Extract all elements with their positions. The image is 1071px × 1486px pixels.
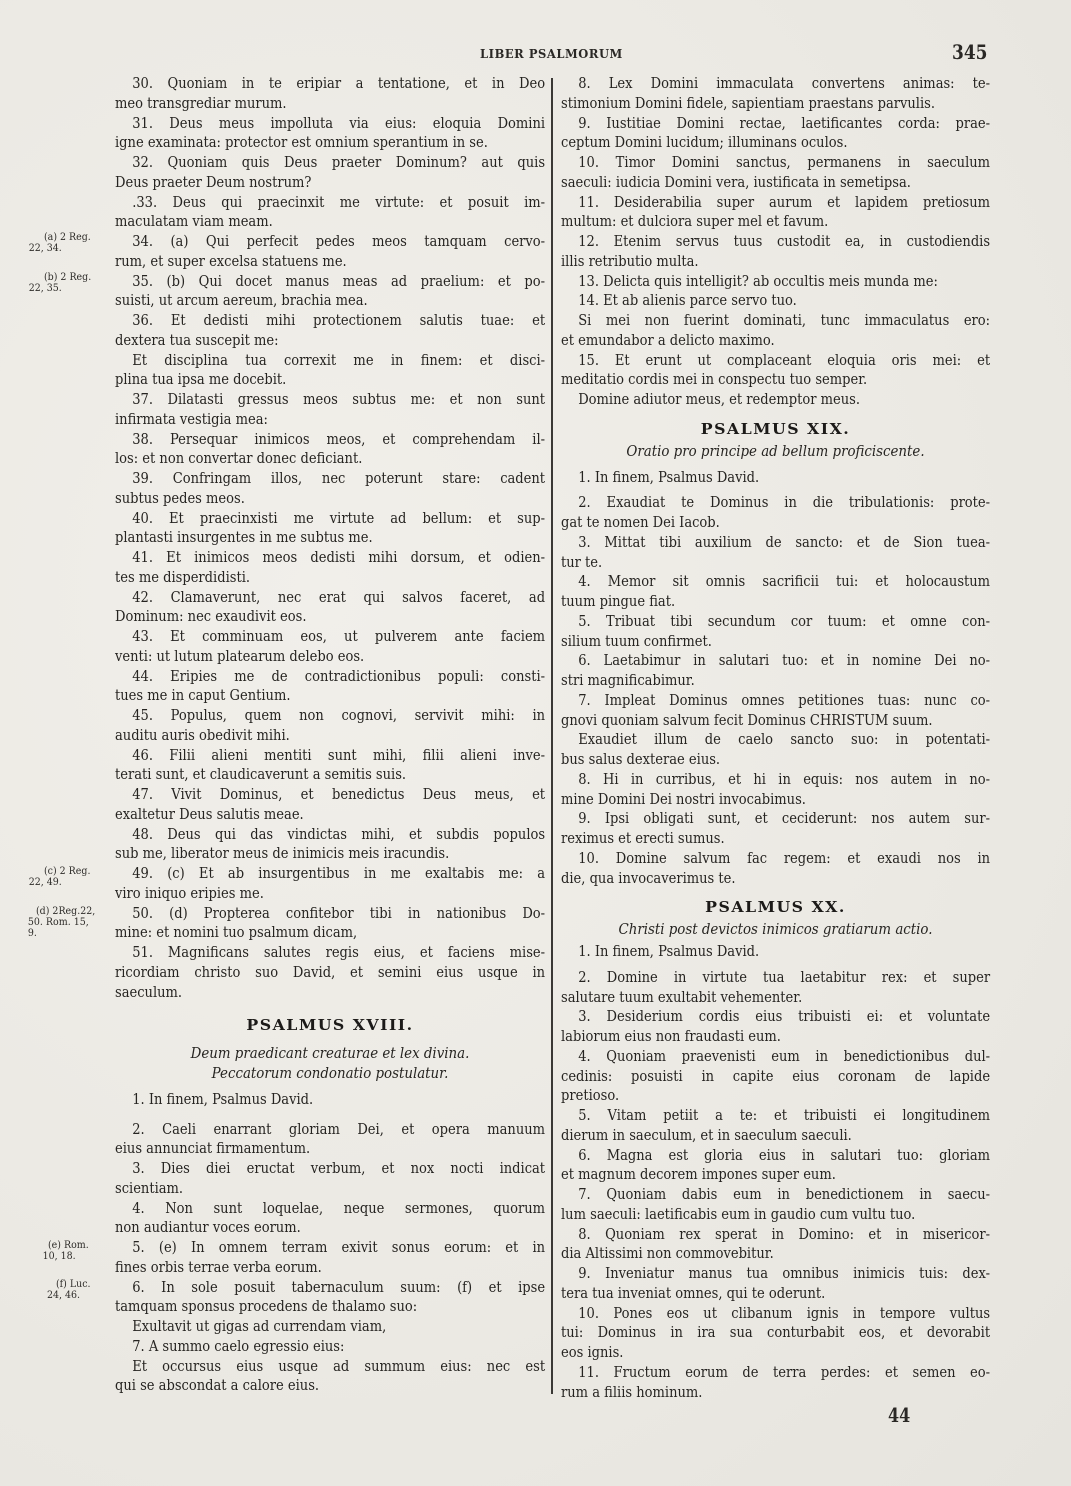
text-line: multum: et dulciora super mel et favum. (561, 212, 829, 231)
margin-note-c (28, 865, 91, 888)
right-verses-psalm-20 (561, 968, 990, 1403)
text-line: gnovi quoniam salvum fecit Dominus CHRISTUM suum. (561, 710, 933, 729)
text-line: 5. Vitam petiit a te: et tribuisti ei longitudinem (578, 1106, 991, 1124)
text-line: silium tuum confirmet. (561, 631, 712, 650)
text-line: plantasti insurgentes in me subtus me. (115, 528, 373, 547)
text-line: eius annunciat firmamentum. (115, 1139, 311, 1158)
right-column (561, 74, 990, 1402)
text-line: tur te. (561, 552, 603, 571)
margin-note-line: (b) 2 Reg. (44, 271, 92, 283)
psalm-20-title: PSALMUS XX. (705, 898, 846, 917)
text-line: 14. Et ab alienis parce servo tuo. (578, 291, 797, 310)
text-line: 8. Hi in curribus, et hi in equis: nos autem in no- (578, 769, 991, 788)
text-line: viro iniquo eripies me. (115, 883, 264, 902)
margin-note-line: 9. (27, 927, 37, 939)
text-line: 9. Inveniatur manus tua omnibus inimicis tuis: dex- (578, 1264, 991, 1282)
text-line: salutare tuum exultabit vehementer. (561, 987, 803, 1006)
text-line: 42. Clamaverunt, nec erat qui salvos faceret, ad (132, 587, 546, 606)
text-line: 35. (b) Qui docet manus meas ad praelium: et po- (132, 271, 546, 290)
text-line: 37. Dilatasti gressus meos subtus me: et non sunt (132, 390, 546, 408)
text-line: Deus praeter Deum nostrum? (115, 172, 312, 191)
text-line: Domine adiutor meus, et redemptor meus. (578, 390, 861, 408)
text-line: 40. Et praecinxisti me virtute ad bellum: et sup- (132, 508, 546, 527)
text-line: 36. Et dedisti mihi protectionem salutis tuae: et (132, 311, 546, 329)
text-line: et emundabor a delicto maximo. (561, 330, 775, 349)
text-line: 3. Dies diei eructat verbum, et nox nocti indicat (132, 1159, 546, 1177)
text-line: suisti, ut arcum aereum, brachia mea. (115, 291, 368, 310)
text-line: 9. Iustitiae Domini rectae, laetificantes corda: prae- (578, 113, 991, 132)
text-line: stri magnificabimur. (561, 671, 695, 689)
text-line: tui: Dominus in ira sua conturbabit eos, et devorabit (561, 1323, 991, 1342)
margin-note-line: 22, 35. (28, 282, 62, 294)
text-line: rum, et super excelsa statuens me. (115, 251, 347, 270)
text-line: Exaudiet illum de caelo sancto suo: in potentati- (578, 730, 991, 749)
signature-mark: 44 (888, 1403, 911, 1427)
margin-note-line: (c) 2 Reg. (44, 865, 91, 877)
text-line: 4. Non sunt loquelae, neque sermones, quorum (132, 1198, 546, 1217)
text-line: maculatam viam meam. (115, 212, 273, 231)
text-line: 10. Pones eos ut clibanum ignis in tempore vultus (578, 1303, 991, 1322)
text-line: 9. Ipsi obligati sunt, et ceciderunt: nos autem sur- (578, 809, 991, 828)
margin-note-line: (d) 2Reg.22, (36, 905, 96, 917)
text-line: bus salus dexterae eius. (561, 750, 721, 768)
margin-note-line: (e) Rom. (48, 1239, 89, 1251)
text-line: 11. Fructum eorum de terra perdes: et semen eo- (578, 1362, 991, 1381)
right-verses-psalm-19 (561, 493, 990, 888)
text-line: 12. Etenim servus tuus custodit ea, in custodiendis (578, 232, 991, 250)
text-line: 3. Desiderium cordis eius tribuisti ei: et voluntate (578, 1007, 991, 1026)
margin-note-d (27, 905, 96, 939)
text-line: cedinis: posuisti in capite eius coronam de lapide (561, 1066, 991, 1085)
margin-note-line: 22, 49. (28, 876, 62, 888)
text-line: scientiam. (115, 1178, 184, 1197)
margin-note-f (47, 1278, 91, 1301)
psalm-20-verse-1: 1. In finem, Psalmus David. (578, 942, 760, 960)
text-line: 49. (c) Et ab insurgentibus in me exaltabis me: a (132, 864, 546, 882)
text-line: 41. Et inimicos meos dedisti mihi dorsum, et odien- (132, 548, 546, 566)
text-line: 11. Desiderabilia super aurum et lapidem pretiosum (578, 192, 991, 211)
text-line: fines orbis terrae verba eorum. (115, 1257, 322, 1276)
left-verses-psalm-17 (115, 74, 545, 1002)
text-line: 4. Quoniam praevenisti eum in benedictionibus dul- (578, 1046, 991, 1065)
text-line: meo transgrediar murum. (115, 93, 287, 112)
margin-note-line: 10, 18. (42, 1250, 76, 1262)
text-line: terati sunt, et claudicaverunt a semitis suis. (115, 765, 407, 784)
margin-note-line: 24, 46. (47, 1289, 81, 1301)
text-line: meditatio cordis mei in conspectu tuo semper. (561, 370, 868, 389)
text-line: stimonium Domini fidele, sapientiam praestans parvulis. (561, 93, 936, 112)
text-line: lum saeculi: laetificabis eum in gaudio cum vultu tuo. (561, 1204, 916, 1223)
text-line: 32. Quoniam quis Deus praeter Dominum? aut quis (132, 153, 546, 171)
margin-note-line: (f) Luc. (56, 1278, 91, 1290)
text-line: Exultavit ut gigas ad currendam viam, (132, 1317, 387, 1335)
text-line: mine Domini Dei nostri invocabimus. (561, 789, 806, 808)
text-line: pretioso. (561, 1086, 620, 1105)
right-verses-psalm-18 (561, 74, 990, 410)
text-line: 6. In sole posuit tabernaculum suum: (f) et ipse (132, 1277, 546, 1296)
text-line: .33. Deus qui praecinxit me virtute: et posuit im- (132, 192, 546, 211)
text-line: 8. Quoniam rex sperat in Domino: et in misericor- (578, 1224, 991, 1243)
text-line: et magnum decorem impones super eum. (561, 1165, 836, 1184)
margin-note-line: 50. Rom. 15, (27, 916, 89, 928)
text-line: sub me, liberator meus de inimicis meis iracundis. (115, 844, 450, 863)
text-line: tes me disperdidisti. (115, 567, 251, 586)
text-line: auditu auris obedivit mihi. (115, 725, 290, 744)
text-line: saeculum. (115, 982, 183, 1001)
left-verses-psalm-18 (115, 1120, 545, 1397)
text-line: dextera tua suscepit me: (115, 330, 279, 349)
text-line: qui se abscondat a calore eius. (115, 1376, 320, 1395)
left-column (115, 74, 545, 1396)
text-line: ceptum Domini lucidum; illuminans oculos. (561, 133, 848, 152)
margin-note-line: 22, 34. (28, 242, 62, 254)
text-line: reximus et erecti sumus. (561, 829, 725, 847)
text-line: 51. Magnificans salutes regis eius, et faciens mise- (132, 943, 546, 961)
page-number: 345 (952, 40, 988, 64)
text-line: 43. Et comminuam eos, ut pulverem ante faciem (132, 627, 546, 645)
margin-note-a (28, 231, 91, 254)
text-line: 7. A summo caelo egressio eius: (132, 1336, 345, 1355)
text-line: 47. Vivit Dominus, et benedictus Deus meus, et (132, 785, 546, 803)
text-line: mine: et nomini tuo psalmum dicam, (115, 923, 358, 942)
text-line: 6. Laetabimur in salutari tuo: et in nomine Dei no- (578, 651, 991, 670)
text-line: rum a filiis hominum. (561, 1382, 703, 1401)
text-line: 38. Persequar inimicos meos, et comprehendam il- (132, 429, 546, 448)
text-line: 7. Quoniam dabis eum in benedictionem in saecu- (578, 1185, 991, 1203)
text-line: plina tua ipsa me docebit. (115, 370, 287, 389)
text-line: die, qua invocaverimus te. (561, 868, 736, 887)
text-line: ricordiam christo suo David, et semini eius usque in (115, 962, 546, 981)
text-line: 7. Impleat Dominus omnes petitiones tuas: nunc co- (578, 690, 991, 709)
text-line: tera tua inveniat omnes, qui te oderunt. (561, 1283, 826, 1302)
text-line: Dominum: nec exaudivit eos. (115, 607, 307, 626)
psalm-20-subtitle: Christi post devictos inimicos gratiarum actio. (618, 920, 933, 939)
text-line: eos ignis. (561, 1343, 624, 1361)
psalm-19-verse-1: 1. In finem, Psalmus David. (578, 467, 760, 486)
text-line: 10. Domine salvum fac regem: et exaudi nos in (578, 848, 991, 867)
text-line: 13. Delicta quis intelligit? ab occultis meis munda me: (578, 271, 938, 290)
text-line: 2. Domine in virtute tua laetabitur rex: et super (578, 967, 991, 986)
text-line: 30. Quoniam in te eripiar a tentatione, et in Deo (132, 74, 546, 92)
text-line: 31. Deus meus impolluta via eius: eloquia Domini (132, 113, 546, 132)
text-line: 5. (e) In omnem terram exivit sonus eorum: et in (132, 1238, 546, 1256)
text-line: gat te nomen Dei Iacob. (561, 513, 720, 531)
psalm-19-subtitle: Oratio pro principe ad bellum proficiscente. (626, 441, 925, 460)
text-line: non audiantur voces eorum. (115, 1218, 301, 1237)
text-line: 46. Filii alieni mentiti sunt mihi, filii alieni inve- (132, 745, 546, 764)
text-line: 3. Mittat tibi auxilium de sancto: et de Sion tuea- (578, 532, 991, 551)
psalm-18-subtitle-2: Peccatorum condonatio postulatur. (211, 1064, 449, 1082)
text-line: illis retributio multa. (561, 251, 699, 270)
text-line: 45. Populus, quem non cognovi, servivit mihi: in (132, 706, 546, 724)
text-line: 8. Lex Domini immaculata convertens animas: te- (578, 74, 991, 92)
text-line: saeculi: iudicia Domini vera, iustificata in semetipsa. (561, 172, 911, 191)
text-line: Si mei non fuerint dominati, tunc immaculatus ero: (578, 311, 991, 329)
text-line: 6. Magna est gloria eius in salutari tuo: gloriam (578, 1145, 991, 1164)
text-line: 50. (d) Propterea confitebor tibi in nationibus Do- (132, 903, 546, 922)
text-line: subtus pedes meos. (115, 488, 245, 507)
psalm-19-title: PSALMUS XIX. (700, 419, 851, 438)
text-line: los: et non convertar donec deficiant. (115, 449, 363, 468)
psalm-18-subtitle-1: Deum praedicant creaturae et lex divina. (190, 1044, 470, 1063)
column-divider (551, 78, 553, 1394)
text-line: Et disciplina tua correxit me in finem: et disci- (132, 350, 546, 369)
text-line: 5. Tribuat tibi secundum cor tuum: et omne con- (578, 611, 991, 630)
text-line: tues me in caput Gentium. (115, 686, 291, 705)
text-line: igne examinata: protector est omnium sperantium in se. (115, 133, 488, 152)
text-line: venti: ut lutum platearum delebo eos. (115, 646, 365, 665)
text-line: dierum in saeculum, et in saeculum saeculi. (561, 1125, 852, 1144)
text-line: 48. Deus qui das vindictas mihi, et subdis populos (132, 824, 546, 843)
text-line: 2. Exaudiat te Dominus in die tribulationis: prote- (578, 493, 991, 512)
text-line: 34. (a) Qui perfecit pedes meos tamquam cervo- (132, 232, 546, 250)
margin-note-b (28, 271, 92, 294)
text-line: 15. Et erunt ut complaceant eloquia oris mei: et (578, 350, 991, 369)
text-line: labiorum eius non fraudasti eum. (561, 1027, 781, 1045)
running-title: LIBER PSALMORUM (480, 46, 623, 61)
text-line: 2. Caeli enarrant gloriam Dei, et opera manuum (132, 1119, 546, 1138)
margin-note-line: (a) 2 Reg. (44, 231, 91, 243)
text-line: tamquam sponsus procedens de thalamo suo: (115, 1297, 418, 1316)
psalm-18-verse-1: 1. In finem, Psalmus David. (132, 1089, 314, 1108)
text-line: tuum pingue fiat. (561, 592, 676, 610)
text-line: 4. Memor sit omnis sacrificii tui: et holocaustum (578, 572, 991, 591)
text-line: Et occursus eius usque ad summum eius: nec est (132, 1356, 546, 1375)
text-line: 44. Eripies me de contradictionibus populi: consti- (132, 666, 546, 685)
text-line: 10. Timor Domini sanctus, permanens in saeculum (578, 153, 991, 171)
text-line: 39. Confringam illos, nec poterunt stare: cadent (132, 469, 546, 487)
psalm-18-title: PSALMUS XVIII. (246, 1016, 414, 1035)
text-line: exaltetur Deus salutis meae. (115, 804, 304, 823)
text-line: infirmata vestigia mea: (115, 409, 268, 428)
text-line: dia Altissimi non commovebitur. (561, 1244, 774, 1263)
margin-note-e (42, 1239, 89, 1262)
